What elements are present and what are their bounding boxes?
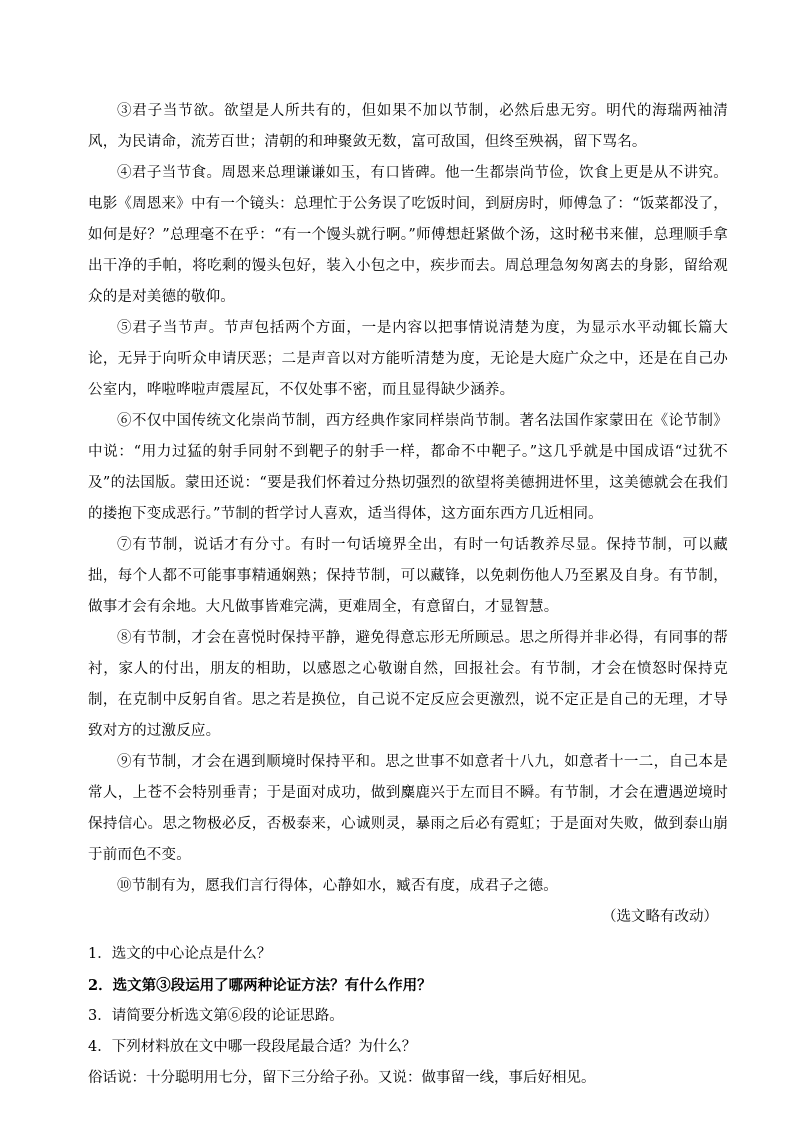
question-2: 2．选文第③段运用了哪两种论证方法？有什么作用？ — [88, 977, 432, 994]
paragraph-5: ⑤君子当节声。节声包括两个方面，一是内容以把事情说清楚为度，为显示水平动辄长篇大论，无异于向听众申请厌恶；二是声音以对方能听清楚为度，无论是大庭广众之中，还是在自己办公室内，哗啦哗啦声震屋瓦，不仅处事不密，而且显得缺少涵养。 — [88, 320, 728, 398]
paragraph-9: ⑨有节制，才会在遇到顺境时保持平和。思之世事不如意者十八九，如意者十一二，自己本是常人，上苍不会特别垂青；于是面对成功，做到麋鹿兴于左而目不瞬。有节制，才会在遭遇逆境时保持信心。思之物极必反，否极泰来，心诚则灵，暴雨之后必有霓虹；于是面对失败，做到泰山崩于前而色不变。 — [88, 754, 728, 863]
paragraph-7: ⑦有节制，说话才有分寸。有时一句话境界全出，有时一句话教养尽显。保持节制，可以藏拙，每个人都不可能事事精通娴熟；保持节制，可以藏锋，以免刺伤他人乃至累及自身。有节制，做事才会有余地。大凡做事皆难完满，更难周全，有意留白，才显智慧。 — [88, 537, 728, 615]
paragraph-3: ③君子当节欲。欲望是人所共有的，但如果不加以节制，必然后患无穷。明代的海瑞两袖清风，为民请命，流芳百世；清朝的和珅聚敛无数，富可敌国，但终至殃祸，留下骂名。 — [88, 103, 728, 150]
question-4-material: 俗话说：十分聪明用七分，留下三分给子孙。又说：做事留一线，事后好相见。 — [88, 1070, 596, 1086]
paragraph-10: ⑩节制有为，愿我们言行得体，心静如水，臧否有度，成君子之德。 — [117, 878, 558, 894]
source-note: （选文略有改动） — [602, 909, 718, 925]
article-body — [88, 96, 728, 933]
question-list — [88, 939, 728, 1094]
question-3: 3．请简要分析选文第⑥段的论证思路。 — [88, 1008, 344, 1024]
paragraph-8: ⑧有节制，才会在喜悦时保持平静，避免得意忘形无所顾忌。思之所得并非必得，有同事的帮衬，家人的付出，朋友的相助，以感恩之心敬谢自然，回报社会。有节制，才会在愤怒时保持克制，在克制中反躬自省。思之若是换位，自己说不定反应会更激烈，说不定正是自己的无理，才导致对方的过激反应。 — [88, 630, 728, 739]
paragraph-4: ④君子当节食。周恩来总理谦谦如玉，有口皆碑。他一生都崇尚节俭，饮食上更是从不讲究。电影《周恩来》中有一个镜头：总理忙于公务误了吃饭时间，到厨房时，师傅急了：“饭菜都没了，如何是好？”总理毫不在乎：“有一个馒头就行啊。”师傅想赶紧做个汤，这时秘书来催，总理顺手拿出干净的手帕，将吃剩的馒头包好，装入小包之中，疾步而去。周总理急匆匆离去的身影，留给观众的是对美德的敬仰。 — [88, 165, 728, 305]
question-1: 1．选文的中心论点是什么？ — [88, 946, 272, 962]
paragraph-6: ⑥不仅中国传统文化崇尚节制，西方经典作家同样崇尚节制。著名法国作家蒙田在《论节制》中说：“用力过猛的射手同射不到靶子的射手一样，都命不中靶子。”这几乎就是中国成语“过犹不及”的法国版。蒙田还说：“要是我们怀着过分热切强烈的欲望将美德拥进怀里，这美德就会在我们的搂抱下变成恶行。”节制的哲学讨人喜欢，适当得体，这方面东西方几近相同。 — [88, 413, 728, 522]
document-page — [88, 96, 728, 1094]
question-4: 4．下列材料放在文中哪一段段尾最合适？为什么？ — [88, 1039, 417, 1055]
